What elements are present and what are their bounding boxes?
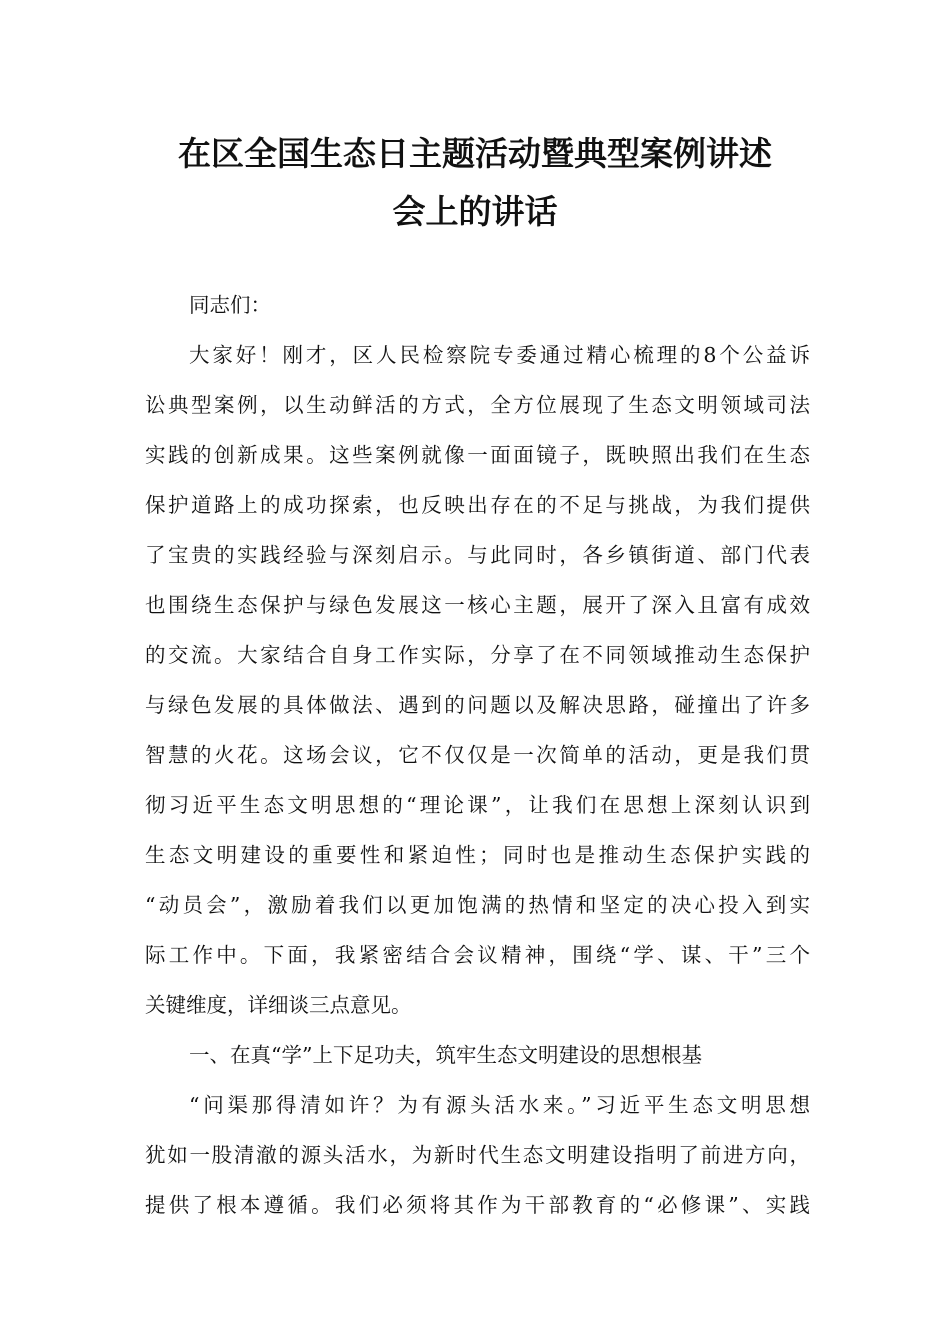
paragraph-line: 大家好！刚才，区人民检察院专委通过精心梳理的8个公益诉: [189, 343, 810, 367]
paragraph-line: 了宝贵的实践经验与深刻启示。与此同时，各乡镇街道、部门代表: [145, 543, 810, 567]
salutation: 同志们：: [189, 293, 271, 317]
paragraph-line: 与绿色发展的具体做法、遇到的问题以及解决思路，碰撞出了许多: [145, 693, 810, 717]
title-line-1: 在区全国生态日主题活动暨典型案例讲述: [178, 134, 772, 173]
title-line-2: 会上的讲话: [392, 192, 558, 231]
paragraph-line: 的交流。大家结合自身工作实际，分享了在不同领域推动生态保护: [145, 643, 810, 667]
paragraph-line: “动员会”，激励着我们以更加饱满的热情和坚定的决心投入到实: [145, 893, 810, 917]
section-heading: 一、在真“学”上下足功夫，筑牢生态文明建设的思想根基: [189, 1043, 702, 1067]
paragraph-line: 也围绕生态保护与绿色发展这一核心主题，展开了深入且富有成效: [145, 593, 810, 617]
paragraph-line: 际工作中。下面，我紧密结合会议精神，围绕“学、谋、干”三个: [145, 943, 810, 967]
paragraph-line: 提供了根本遵循。我们必须将其作为干部教育的“必修课”、实践: [145, 1193, 810, 1217]
paragraph-line: 实践的创新成果。这些案例就像一面面镜子，既映照出我们在生态: [145, 443, 810, 467]
paragraph-line: 智慧的火花。这场会议，它不仅仅是一次简单的活动，更是我们贯: [145, 743, 810, 767]
speech-body: [145, 280, 810, 1230]
document-title: [110, 125, 840, 241]
paragraph-line: 彻习近平生态文明思想的“理论课”，让我们在思想上深刻认识到: [145, 793, 810, 817]
paragraph-line: 关键维度，详细谈三点意见。: [145, 993, 412, 1017]
paragraph-line: 讼典型案例，以生动鲜活的方式，全方位展现了生态文明领域司法: [145, 393, 810, 417]
paragraph-line: “问渠那得清如许？为有源头活水来。”习近平生态文明思想: [189, 1093, 810, 1117]
paragraph-line: 生态文明建设的重要性和紧迫性；同时也是推动生态保护实践的: [145, 843, 810, 867]
paragraph-line: 犹如一股清澈的源头活水，为新时代生态文明建设指明了前进方向，: [145, 1143, 810, 1167]
paragraph-line: 保护道路上的成功探索，也反映出存在的不足与挑战，为我们提供: [145, 493, 810, 517]
